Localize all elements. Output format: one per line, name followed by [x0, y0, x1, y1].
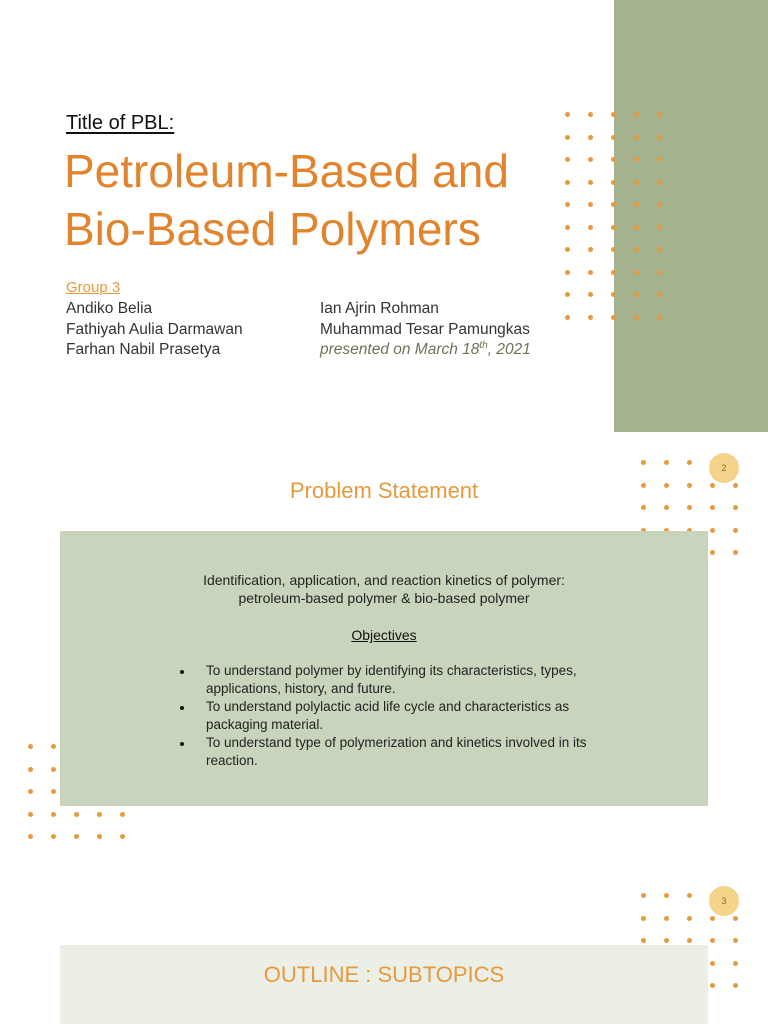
title-line-2: Bio-Based Polymers	[64, 203, 481, 255]
decorative-dot	[51, 744, 56, 749]
objectives-label: Objectives	[351, 627, 417, 643]
decorative-dot	[120, 812, 125, 817]
title-label: Title of PBL:	[66, 112, 175, 134]
decorative-dot	[588, 225, 593, 230]
decorative-dot	[51, 789, 56, 794]
decorative-dot	[733, 916, 738, 921]
decorative-dot	[664, 916, 669, 921]
decorative-dot	[657, 202, 662, 207]
decorative-dot	[641, 938, 646, 943]
objective-item: To understand polylactic acid life cycle and characteristics as packaging material.	[178, 698, 608, 734]
decorative-dot	[611, 247, 616, 252]
decorative-dot	[657, 157, 662, 162]
decorative-dot	[710, 961, 715, 966]
decorative-dot	[634, 135, 639, 140]
decorative-dot	[664, 460, 669, 465]
member-name: Fathiyah Aulia Darmawan	[66, 321, 243, 338]
decorative-dot	[120, 834, 125, 839]
title-line-1: Petroleum-Based and	[64, 145, 509, 197]
decorative-dot	[657, 180, 662, 185]
decorative-dot	[634, 270, 639, 275]
decorative-dot	[588, 270, 593, 275]
decorative-dot	[588, 112, 593, 117]
decorative-dot	[664, 893, 669, 898]
decorative-dot	[565, 270, 570, 275]
decorative-dot	[28, 767, 33, 772]
page-number-badge: 3	[709, 886, 739, 916]
decorative-dot	[657, 135, 662, 140]
member-name: Muhammad Tesar Pamungkas	[320, 321, 530, 338]
decorative-dot	[97, 812, 102, 817]
slide-heading: Problem Statement	[289, 478, 479, 503]
member-name: Andiko Belia	[66, 300, 153, 317]
date-suffix: , 2021	[487, 341, 531, 359]
decorative-dot	[588, 292, 593, 297]
decorative-dot	[657, 225, 662, 230]
decorative-dot	[634, 112, 639, 117]
decorative-dot	[74, 812, 79, 817]
decorative-dot	[657, 247, 662, 252]
decorative-dot	[588, 247, 593, 252]
decorative-dot	[611, 112, 616, 117]
decorative-dot	[733, 505, 738, 510]
decorative-dot	[588, 135, 593, 140]
decorative-dot	[588, 157, 593, 162]
decorative-dot	[611, 292, 616, 297]
decorative-dot	[611, 202, 616, 207]
decorative-dot	[565, 315, 570, 320]
decorative-dot	[588, 202, 593, 207]
decorative-dot	[710, 528, 715, 533]
decorative-dot	[710, 938, 715, 943]
decorative-dot	[28, 744, 33, 749]
decorative-dot	[565, 112, 570, 117]
decorative-dot	[664, 938, 669, 943]
decorative-dot	[687, 938, 692, 943]
decorative-dot	[634, 225, 639, 230]
decorative-dot	[641, 916, 646, 921]
decorative-dot	[565, 135, 570, 140]
decorative-dot	[28, 834, 33, 839]
decorative-dot	[687, 505, 692, 510]
decorative-dot	[51, 812, 56, 817]
decorative-dot	[634, 180, 639, 185]
slide-heading: OUTLINE : SUBTOPICS	[263, 962, 505, 987]
decorative-dot	[657, 292, 662, 297]
decorative-dot	[51, 767, 56, 772]
decorative-dot	[710, 550, 715, 555]
decorative-dot	[687, 893, 692, 898]
decorative-dot	[733, 550, 738, 555]
problem-statement-text	[60, 571, 708, 607]
decorative-dot	[641, 505, 646, 510]
decorative-dot	[733, 961, 738, 966]
decorative-dot	[664, 505, 669, 510]
decorative-dot	[641, 460, 646, 465]
decorative-dot	[657, 315, 662, 320]
presentation-date	[320, 340, 531, 359]
objectives-list	[178, 662, 608, 770]
decorative-dot	[641, 893, 646, 898]
decorative-dot	[611, 180, 616, 185]
decorative-dot	[710, 916, 715, 921]
objective-item: To understand polymer by identifying its characteristics, types, applications, history, and future.	[178, 662, 608, 698]
decorative-dot	[634, 157, 639, 162]
presentation-title	[64, 142, 584, 258]
decorative-dot	[611, 315, 616, 320]
decorative-dot	[634, 202, 639, 207]
page-number-badge: 2	[709, 453, 739, 483]
decorative-dot	[611, 270, 616, 275]
decorative-dot	[634, 315, 639, 320]
objective-item: To understand type of polymerization and kinetics involved in its reaction.	[178, 734, 608, 770]
decorative-dot	[97, 834, 102, 839]
decorative-dot	[710, 505, 715, 510]
decorative-dot	[687, 460, 692, 465]
decorative-dot	[687, 916, 692, 921]
member-name: Farhan Nabil Prasetya	[66, 341, 221, 358]
decorative-dot	[588, 315, 593, 320]
decorative-dot	[733, 938, 738, 943]
decorative-dot	[28, 812, 33, 817]
decorative-dot	[565, 292, 570, 297]
decorative-dot	[588, 180, 593, 185]
member-name: Ian Ajrin Rohman	[320, 300, 439, 317]
decorative-dot	[634, 292, 639, 297]
decorative-dot	[28, 789, 33, 794]
decorative-dot	[657, 270, 662, 275]
date-prefix: presented on March 18	[320, 341, 480, 359]
decorative-dot	[634, 247, 639, 252]
group-label: Group 3	[66, 279, 121, 296]
date-ordinal: th	[479, 340, 488, 351]
decorative-dot	[657, 112, 662, 117]
statement-line: Identification, application, and reaction kinetics of polymer:	[203, 572, 565, 588]
decorative-dot	[611, 157, 616, 162]
decorative-dot	[51, 834, 56, 839]
decorative-dot	[733, 528, 738, 533]
statement-line: petroleum-based polymer & bio-based polymer	[238, 590, 530, 606]
decorative-dot	[710, 983, 715, 988]
decorative-dot	[611, 135, 616, 140]
decorative-dot	[733, 983, 738, 988]
decorative-dot	[611, 225, 616, 230]
decorative-dot	[74, 834, 79, 839]
